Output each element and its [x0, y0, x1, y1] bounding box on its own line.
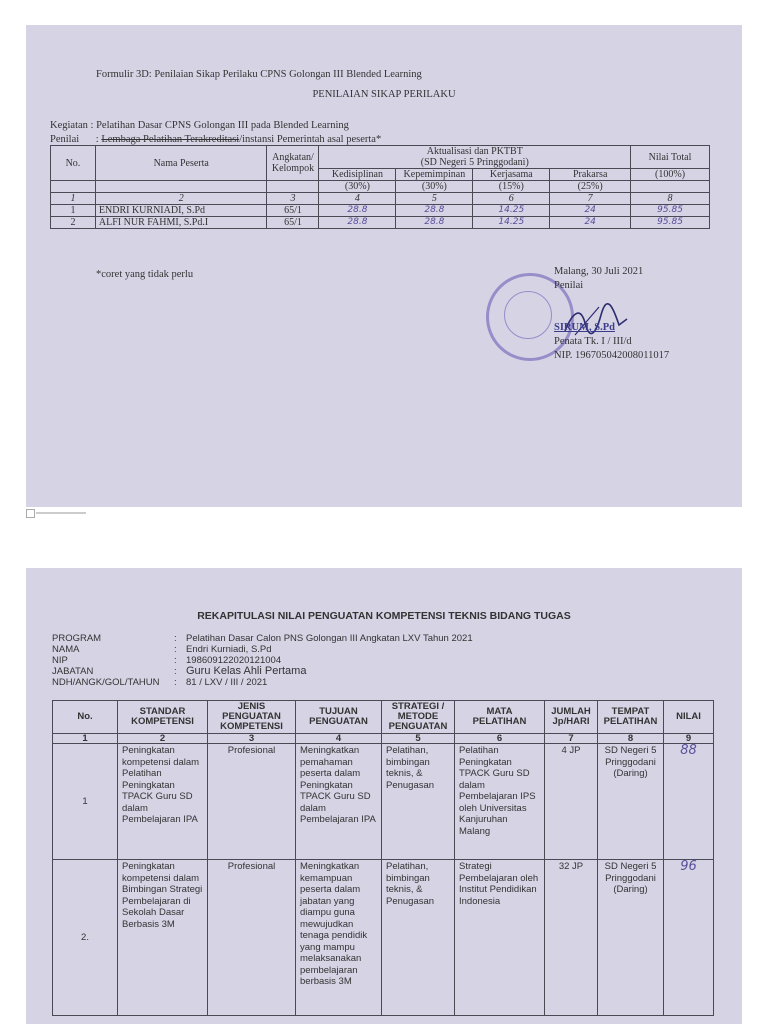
row-standar: Peningkatan kompetensi dalam Bimbingan Strategi Pembelajaran di Sekolah Dasar Berbasis 3M [118, 860, 208, 1016]
row-total: 95.85 [631, 205, 710, 217]
info-block [52, 633, 473, 688]
info-row: NIP : 198609122020121004 [52, 655, 282, 666]
header-jenis: JENIS PENGUATAN KOMPETENSI [208, 701, 296, 734]
index-cell: 1 [53, 734, 118, 744]
index-row [53, 734, 714, 744]
header-nilai-total: Nilai Total [631, 146, 710, 169]
table-row [53, 860, 714, 1016]
table-row [51, 217, 710, 229]
row-kedisiplinan: 28.8 [319, 205, 396, 217]
index-cell: 8 [598, 734, 664, 744]
row-jumlah: 4 JP [545, 744, 598, 860]
rekapitulasi-table [52, 700, 714, 1016]
header-mata: MATA PELATIHAN [455, 701, 545, 734]
info-row: JABATAN : Guru Kelas Ahli Pertama [52, 665, 307, 677]
header-strategi: STRATEGI / METODE PENGUATAN [382, 701, 455, 734]
index-cell: 6 [455, 734, 545, 744]
info-key: JABATAN [52, 666, 94, 677]
info-value: Guru Kelas Ahli Pertama [186, 665, 307, 677]
kegiatan-line: Kegiatan : Pelatihan Dasar CPNS Golongan III pada Blended Learning [50, 120, 349, 131]
index-cell: 9 [664, 734, 714, 744]
header-nama: Nama Peserta [95, 146, 267, 181]
row-standar: Peningkatan kompetensi dalam Pelatihan Peningkatan TPACK Guru SD dalam Pembelajaran IPA [118, 744, 208, 860]
penilaian-table [50, 145, 710, 229]
header-kerjasama: Kerjasama [473, 169, 550, 181]
index-cell: 3 [267, 193, 319, 205]
header-sd: (SD Negeri 5 Pringgodani) [319, 157, 631, 169]
footnote: *coret yang tidak perlu [96, 269, 194, 280]
row-no: 2 [51, 217, 96, 229]
index-cell: 7 [550, 193, 631, 205]
header-nilai: NILAI [664, 701, 714, 734]
row-kedisiplinan: 28.8 [319, 217, 396, 229]
sign-role: Penilai [554, 280, 584, 291]
row-mata: Strategi Pembelajaran oleh Institut Pendidikan Indonesia [455, 860, 545, 1016]
info-row: PROGRAM : Pelatihan Dasar Calon PNS Golongan III Angkatan LXV Tahun 2021 [52, 633, 473, 644]
info-key: NAMA [52, 644, 80, 655]
row-kepemimpinan: 28.8 [396, 205, 473, 217]
row-prakarsa: 24 [550, 205, 631, 217]
index-cell: 8 [631, 193, 710, 205]
weight-total: (100%) [631, 169, 710, 181]
header-standar: STANDAR KOMPETENSI [118, 701, 208, 734]
row-nama: ALFI NUR FAHMI, S.Pd.I [95, 217, 267, 229]
weight-prakarsa: (25%) [550, 181, 631, 193]
header-tempat: TEMPAT PELATIHAN [598, 701, 664, 734]
header-no: No. [51, 146, 96, 181]
header-prakarsa: Prakarsa [550, 169, 631, 181]
row-kerjasama: 14.25 [473, 217, 550, 229]
index-cell: 4 [319, 193, 396, 205]
row-no: 1 [51, 205, 96, 217]
row-nilai: 88 [664, 744, 714, 860]
sign-rank: Penata Tk. I / III/d [554, 336, 632, 347]
weight-kedisiplinan: (30%) [319, 181, 396, 193]
row-kerjasama: 14.25 [473, 205, 550, 217]
weight-kepemimpinan: (30%) [396, 181, 473, 193]
info-row: NDH/ANGK/GOL/TAHUN : 81 / LXV / III / 2021 [52, 677, 268, 688]
penilai-struck-text: Lembaga Pelatihan Terakreditasi [101, 134, 240, 145]
index-cell: 4 [296, 734, 382, 744]
sign-nip: NIP. 196705042008011017 [554, 350, 670, 361]
sign-name: SIRUM, S.Pd [554, 322, 615, 333]
page-title: REKAPITULASI NILAI PENGUATAN KOMPETENSI TEKNIS BIDANG TUGAS [197, 610, 571, 622]
info-value: 81 / LXV / III / 2021 [186, 677, 268, 688]
row-kepemimpinan: 28.8 [396, 217, 473, 229]
row-strategi: Pelatihan, bimbingan teknis, & Penugasan [382, 860, 455, 1016]
info-key: NIP [52, 655, 68, 666]
row-jenis: Profesional [208, 744, 296, 860]
page-title: PENILAIAN SIKAP PERILAKU [312, 89, 456, 100]
index-cell: 5 [396, 193, 473, 205]
table-row [51, 205, 710, 217]
row-no: 2. [53, 860, 118, 1016]
row-tempat: SD Negeri 5 Pringgodani (Daring) [598, 744, 664, 860]
header-kepemimpinan: Kepemimpinan [396, 169, 473, 181]
info-row: NAMA : Endri Kurniadi, S.Pd [52, 644, 272, 655]
index-cell: 5 [382, 734, 455, 744]
row-total: 95.85 [631, 217, 710, 229]
penilai-line: Penilai : Lembaga Pelatihan Terakreditasi/instansi Pemerintah asal peserta* [50, 134, 382, 145]
row-tempat: SD Negeri 5 Pringgodani (Daring) [598, 860, 664, 1016]
index-cell: 1 [51, 193, 96, 205]
row-nama: ENDRI KURNIADI, S.Pd [95, 205, 267, 217]
penilaian-sikap-page [26, 25, 742, 507]
signature-block [554, 265, 669, 363]
row-angkatan: 65/1 [267, 205, 319, 217]
header-jumlah: JUMLAH Jp/HARI [545, 701, 598, 734]
index-cell: 3 [208, 734, 296, 744]
table-row [53, 744, 714, 860]
header-angkatan: Angkatan/ Kelompok [267, 146, 319, 181]
row-mata: Pelatihan Peningkatan TPACK Guru SD dalam Pembelajaran IPS oleh Universitas Kanjuruhan Malang [455, 744, 545, 860]
header-kedisiplinan: Kedisiplinan [319, 169, 396, 181]
info-key: NDH/ANGK/GOL/TAHUN [52, 677, 160, 688]
row-nilai: 96 [664, 860, 714, 1016]
header-aktualisasi: Aktualisasi dan PKTBT [319, 146, 631, 158]
penilai-rest-text: /instansi Pemerintah asal peserta* [239, 134, 382, 145]
weight-kerjasama: (15%) [473, 181, 550, 193]
row-jumlah: 32 JP [545, 860, 598, 1016]
formulir-caption: Formulir 3D: Penilaian Sikap Perilaku CPNS Golongan III Blended Learning [96, 69, 422, 80]
index-row [51, 193, 710, 205]
row-no: 1 [53, 744, 118, 860]
index-cell: 6 [473, 193, 550, 205]
info-value: Pelatihan Dasar Calon PNS Golongan III Angkatan LXV Tahun 2021 [186, 633, 473, 644]
index-cell: 2 [118, 734, 208, 744]
row-tujuan: Meningkatkan kemampuan peserta dalam jabatan yang diampu guna mewujudkan tenaga pendidik yang mampu melaksanakan pembelajaran berbasis 3M [296, 860, 382, 1016]
row-angkatan: 65/1 [267, 217, 319, 229]
header-no: No. [53, 701, 118, 734]
sign-place-date: Malang, 30 Juli 2021 [554, 266, 644, 277]
header-tujuan: TUJUAN PENGUATAN [296, 701, 382, 734]
row-prakarsa: 24 [550, 217, 631, 229]
penilai-label: Penilai [50, 134, 80, 145]
row-jenis: Profesional [208, 860, 296, 1016]
info-key: PROGRAM [52, 633, 102, 644]
row-strategi: Pelatihan, bimbingan teknis, & Penugasan [382, 744, 455, 860]
rekapitulasi-page [26, 568, 742, 1024]
image-caption-icon [26, 509, 90, 517]
info-value: Endri Kurniadi, S.Pd [186, 644, 272, 655]
row-tujuan: Meningkatkan pemahaman peserta dalam Peningkatan TPACK Guru SD dalam Pembelajaran IPA [296, 744, 382, 860]
index-cell: 7 [545, 734, 598, 744]
info-value: 198609122020121004 [186, 655, 282, 666]
index-cell: 2 [95, 193, 267, 205]
